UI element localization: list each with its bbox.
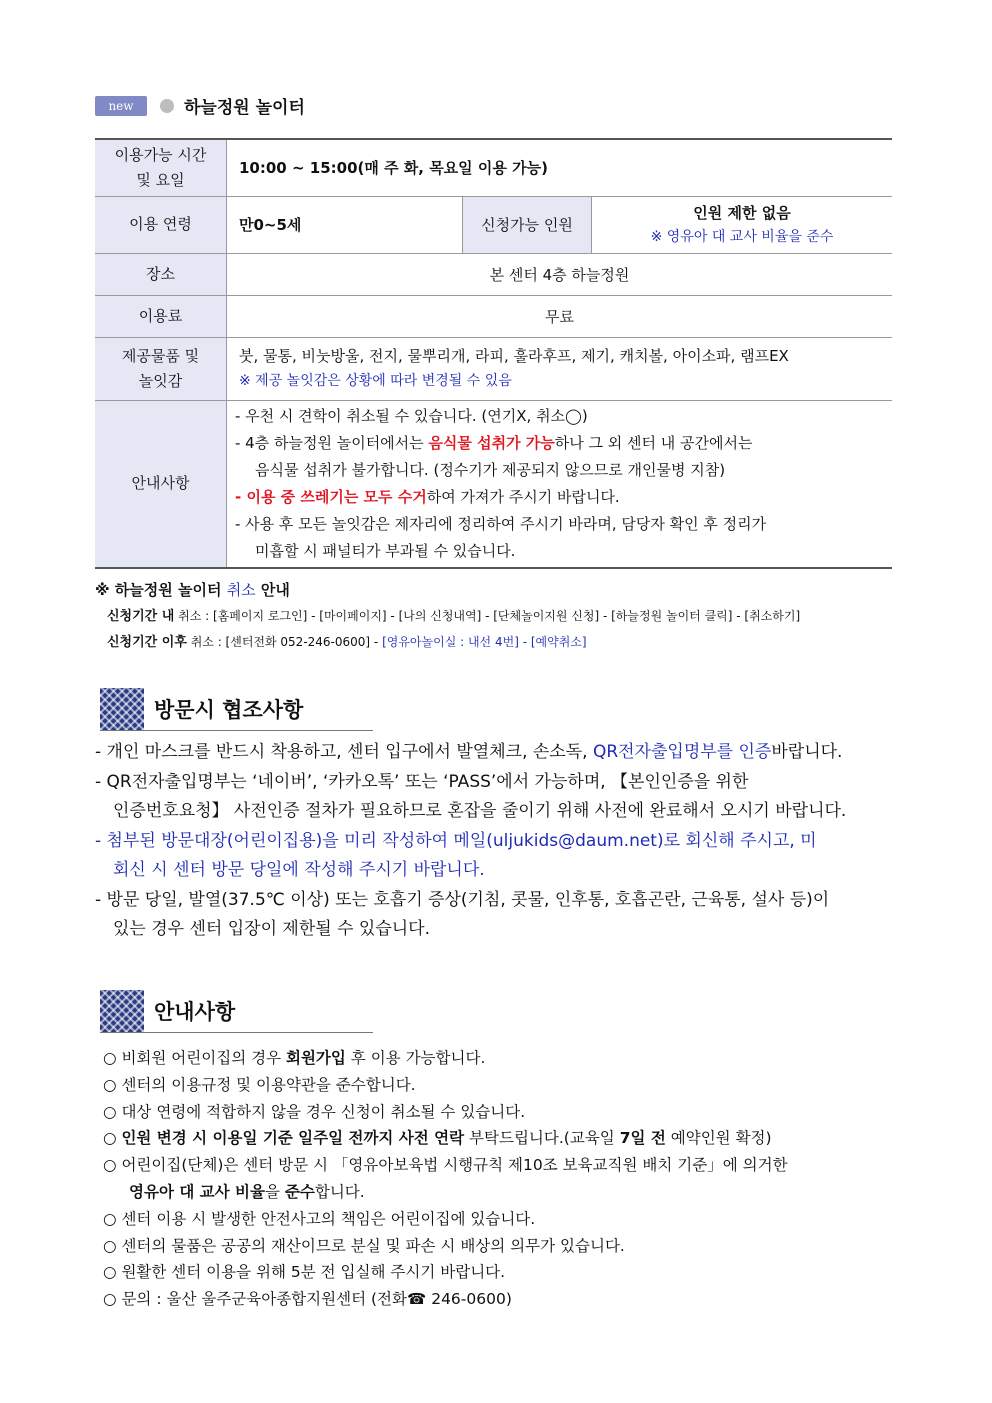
visit-section-header [100, 688, 373, 731]
list-item: ○ 어린이집(단체)은 센터 방문 시 「영유아보육법 시행규칙 제10조 보육교직원 배치 기준」에 의거한 [103, 1156, 788, 1175]
table-row [95, 139, 892, 196]
value-supplies [227, 337, 893, 400]
guide-line [235, 484, 884, 511]
cancel-title-text: 안내 [255, 581, 290, 599]
guide-emphasis: 음식물 섭취가 가능 [428, 433, 555, 452]
table-row [95, 253, 892, 295]
cancel-title [95, 578, 800, 603]
cancel-line [95, 603, 800, 629]
guide-line [235, 430, 884, 457]
visit-list [95, 738, 900, 945]
value-place: 본 센터 4층 하늘정원 [227, 253, 893, 295]
guide-line: 미흡할 시 패널티가 부과될 수 있습니다. [255, 541, 516, 560]
notice-emphasis: 영유아 대 교사 비율 [129, 1182, 265, 1201]
cancel-title-text: ※ 하늘정원 놀이터 [95, 581, 227, 599]
info-table [95, 138, 892, 569]
capacity-note: ※ 영유아 대 교사 비율을 준수 [650, 228, 834, 245]
label-place: 장소 [95, 253, 227, 295]
table-row [95, 295, 892, 337]
list-item: 있는 경우 센터 입장이 제한될 수 있습니다. [113, 919, 431, 939]
table-row [95, 337, 892, 400]
list-item [103, 1179, 900, 1206]
list-item: 회신 시 센터 방문 당일에 작성해 주시기 바랍니다. [113, 860, 485, 880]
label-guide: 안내사항 [95, 400, 227, 568]
guide-text: 하여 가져가 주시기 바랍니다. [426, 487, 620, 506]
label-line: 제공물품 및 [121, 346, 200, 365]
list-item [103, 1125, 900, 1152]
list-item: 인증번호요청】 사전인증 절차가 필요하므로 혼잡을 줄이기 위해 사전에 완료해서 오시기 바랍니다. [113, 801, 847, 821]
guide-line: - 우천 시 견학이 취소될 수 있습니다. (연기X, 취소◯) [235, 406, 588, 425]
notice-emphasis: 회원가입 [285, 1049, 346, 1067]
notice-list [103, 1045, 900, 1313]
guide-line: - 사용 후 모든 놀잇감은 제자리에 정리하여 주시기 바라며, 담당자 확인 후 정리가 [235, 514, 767, 533]
visit-text: - 개인 마스크를 반드시 착용하고, 센터 입구에서 발열체크, 손소독, [95, 742, 593, 762]
supplies-list: 붓, 물통, 비눗방울, 전지, 물뿌리개, 라피, 훌라후프, 제기, 캐치볼, 아이소파, 램프EX [239, 346, 789, 365]
label-fee: 이용료 [95, 295, 227, 337]
value-hours: 10:00 ~ 15:00(매 주 화, 목요일 이용 가능) [227, 139, 893, 196]
cancel-title-highlight: 취소 [226, 581, 256, 599]
guide-emphasis: - 이용 중 쓰레기는 모두 수거 [235, 487, 427, 506]
capacity-text: 인원 제한 없음 [693, 203, 791, 222]
label-line: 이용가능 시간 [114, 145, 207, 164]
cancel-steps-highlight: [영유아놀이실 : 내선 4번] - [예약취소] [382, 635, 587, 649]
label-hours [95, 139, 227, 196]
notice-emphasis: 인원 변경 시 이용일 기준 일주일 전까지 사전 연락 [121, 1129, 465, 1148]
cancel-info [95, 578, 800, 655]
list-item: - 방문 당일, 발열(37.5℃ 이상) 또는 호흡기 증상(기침, 콧물, 인후통, 호흡곤란, 근육통, 설사 등)이 [95, 889, 830, 910]
notice-text: 합니다. [314, 1182, 365, 1201]
list-item: ○ 대상 연령에 적합하지 않을 경우 신청이 취소될 수 있습니다. [103, 1102, 526, 1121]
cancel-period-label: 신청기간 이후 [107, 635, 187, 650]
notice-emphasis: 준수 [284, 1182, 315, 1201]
notice-text: 부탁드립니다.(교육일 [464, 1129, 620, 1148]
list-item: ○ 문의 : 울산 울주군육아종합지원센터 (전화☎ 246-0600) [103, 1290, 512, 1309]
value-guide [227, 400, 893, 568]
label-supplies [95, 337, 227, 400]
notice-emphasis: 7일 전 [619, 1129, 666, 1148]
list-item [103, 1045, 900, 1072]
label-line: 놀잇감 [138, 371, 183, 390]
list-item: ○ 센터의 이용규정 및 이용약관을 준수합니다. [103, 1075, 416, 1094]
value-capacity [592, 196, 893, 253]
label-line: 및 요일 [136, 170, 185, 189]
list-item: ○ 원활한 센터 이용을 위해 5분 전 입실해 주시기 바랍니다. [103, 1263, 506, 1282]
label-age: 이용 연령 [95, 196, 227, 253]
notice-text: ○ 비회원 어린이집의 경우 [103, 1049, 286, 1067]
list-item: ○ 센터 이용 시 발생한 안전사고의 책임은 어린이집에 있습니다. [103, 1209, 536, 1228]
cancel-period-label: 신청기간 내 [107, 609, 175, 624]
guide-text: 하나 그 외 센터 내 공간에서는 [554, 433, 753, 452]
visit-section-title: 방문시 협조사항 [154, 698, 304, 722]
table-row [95, 196, 892, 253]
list-item: - 첨부된 방문대장(어린이집용)을 미리 작성하여 메일(uljukids@daum.net)로 회신해 주시고, 미 [95, 830, 817, 851]
guide-line: 음식물 섭취가 불가합니다. (정수기가 제공되지 않으므로 개인물병 지참) [255, 460, 726, 479]
visit-text: 바랍니다. [771, 742, 843, 762]
guide-text: - 4층 하늘정원 놀이터에서는 [235, 433, 429, 452]
notice-text: 후 이용 가능합니다. [345, 1049, 486, 1067]
cancel-steps: 취소 : [센터전화 052-246-0600] - [186, 635, 383, 649]
bullet-dot-icon [160, 99, 174, 113]
notice-text: ○ [103, 1129, 122, 1148]
visit-highlight: QR전자출입명부를 인증 [592, 742, 772, 762]
notice-text: 예약인원 확정) [665, 1129, 772, 1148]
supplies-note: ※ 제공 놀잇감은 상황에 따라 변경될 수 있음 [239, 372, 512, 389]
section-title: 하늘정원 놀이터 [184, 98, 305, 118]
pattern-square-icon [100, 990, 144, 1032]
list-item: ○ 센터의 물품은 공공의 재산이므로 분실 및 파손 시 배상의 의무가 있습니다. [103, 1236, 625, 1255]
value-fee: 무료 [227, 295, 893, 337]
new-badge: new [95, 96, 147, 116]
label-capacity: 신청가능 인원 [463, 196, 592, 253]
notice-section-header [100, 990, 373, 1033]
notice-text: 을 [264, 1182, 285, 1201]
pattern-square-icon [100, 688, 144, 730]
cancel-steps: 취소 : [홈페이지 로그인] - [마이페이지] - [나의 신청내역] - [단체놀이지원 신청] - [하늘정원 놀이터 클릭] - [취소하기] [174, 609, 801, 623]
notice-section-title: 안내사항 [154, 1000, 236, 1024]
list-item: - QR전자출입명부는 ‘네이버’, ‘카카오톡’ 또는 ‘PASS’에서 가능하며, 【본인인증을 위한 [95, 771, 749, 792]
cancel-line [95, 629, 800, 655]
table-row [95, 400, 892, 568]
list-item [95, 738, 900, 768]
value-age: 만0~5세 [227, 196, 463, 253]
